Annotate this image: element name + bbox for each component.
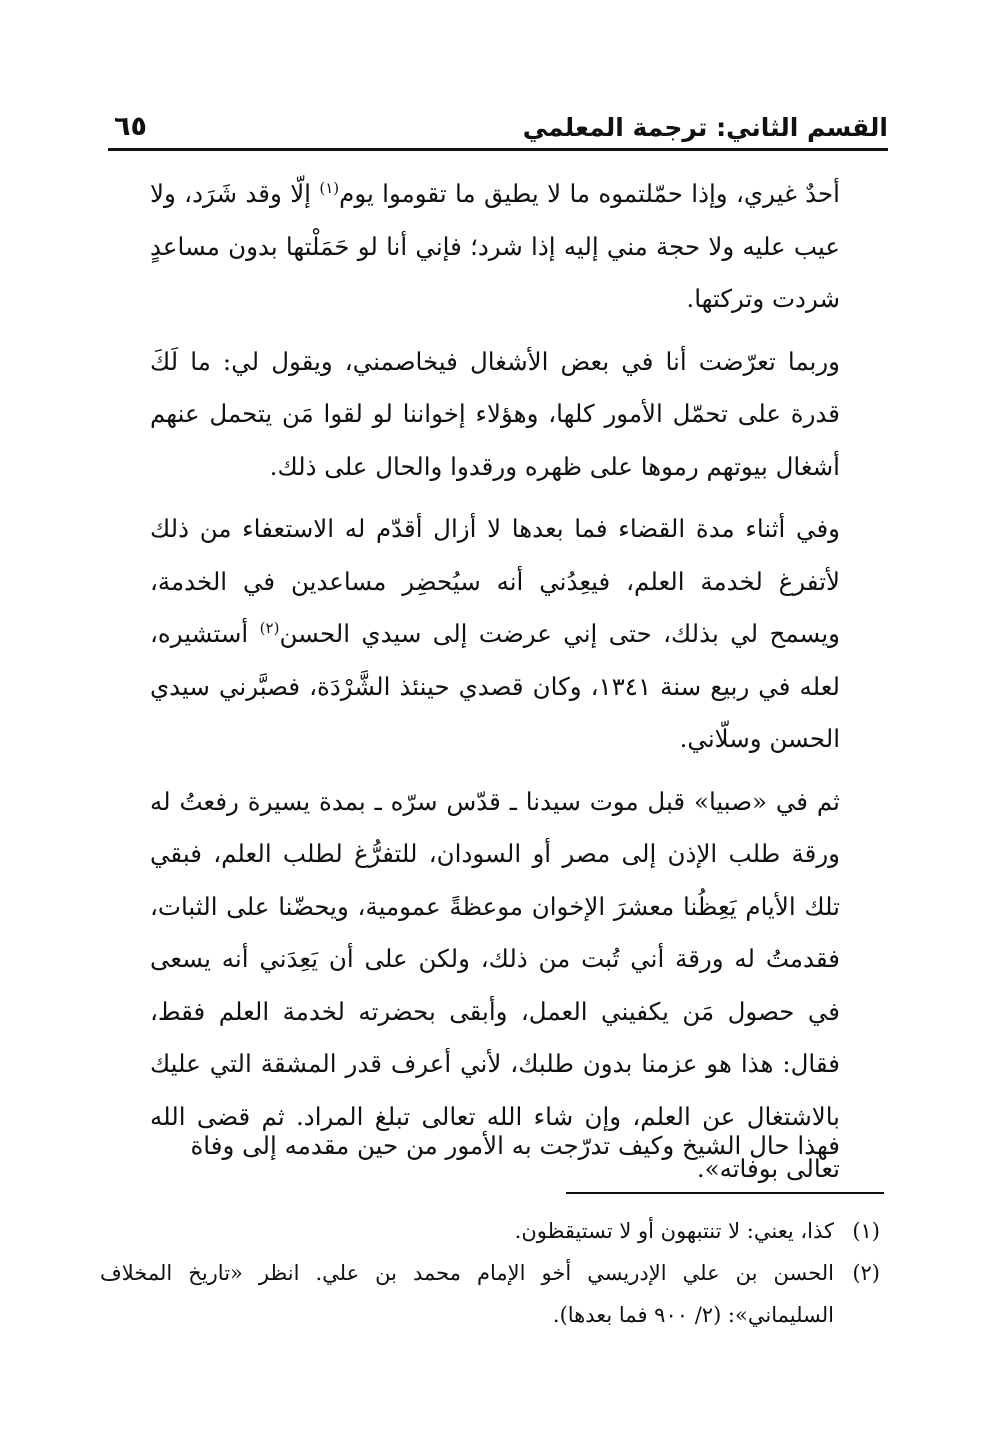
running-title: القسم الثاني: ترجمة المعلمي <box>522 113 888 142</box>
footnote-ref-1: (١) <box>319 178 340 197</box>
page-number: ٦٥ <box>114 111 147 142</box>
paragraph-3-text-a: وفي أثناء مدة القضاء فما بعدها لا أزال أقدّم له الاستعفاء من ذلك لأتفرغ لخدمة العلم، فيعِدُني أنه سيُحضِر مساعدين في الخدمة، ويسمح لي بذلك، حتى إني عرضت إلى سيدي الحسن <box>150 514 841 648</box>
paragraph-4: ثم في «صبيا» قبل موت سيدنا ـ قدّس سرّه ـ بمدة يسيرة رفعتُ له ورقة طلب الإذن إلى مصر أو السودان، للتفرُّغ لطلب العلم، فبقي تلك الأيام يَعِظُنا معشرَ الإخوان موعظةً عمومية، ويحضّنا على الثبات، فقدمتُ له ورقة أني تُبت من ذلك، ولكن على أن يَعِدَني أنه يسعى في حصول مَن يكفيني العمل، وأبقى بحضرته لخدمة العلم فقط، فقال: هذا هو عزمنا بدون طلبك، لأني أعرف قدر المشقة التي عليك بالاشتغال عن العلم، وإن شاء الله تعالى تبلغ المراد. ثم قضى الله تعالى بوفاته». <box>150 786 840 1183</box>
paragraph-1-text-a: أحدٌ غيري، وإذا حمّلتموه ما لا يطيق ما تقوموا يوم <box>339 179 840 208</box>
paragraph-2: وربما تعرّضت أنا في بعض الأشغال فيخاصمني، ويقول لي: ما لَكَ قدرة على تحمّل الأمور كلها، وهؤلاء إخواننا لو لقوا مَن يتحمل عنهم أشغال بيوتهم رموها على ظهره ورقدوا والحال على ذلك. <box>150 346 840 481</box>
footnote-1 <box>100 1210 880 1252</box>
footnote-1-number: (١) <box>852 1219 880 1243</box>
footnote-ref-2: (٢) <box>259 618 280 637</box>
footnotes <box>100 1210 880 1336</box>
paragraph-1-text-b: إلّا وقد شَرَد، ولا عيب عليه ولا حجة مني إليه إذا شرد؛ فإني أنا لو حَمَلْتها بدون مساعدٍ شردت وتركتها. <box>150 179 840 313</box>
main-text <box>150 168 840 1196</box>
footnote-2 <box>100 1252 880 1336</box>
paragraph-3 <box>150 503 840 766</box>
footnote-separator <box>566 1192 884 1194</box>
footnote-2-text: الحسن بن علي الإدريسي أخو الإمام محمد بن علي. انظر «تاريخ المخلاف السليماني»: (٢/ ٩٠٠ فما بعدها). <box>100 1261 834 1327</box>
page-header <box>108 104 888 151</box>
footnote-1-text: كذا، يعني: لا تنتبهون أو لا تستيقظون. <box>514 1219 834 1243</box>
footnote-2-number: (٢) <box>852 1261 880 1285</box>
paragraph-3-text-b: أستشيره، لعله في ربيع سنة ١٣٤١، وكان قصدي حينئذ الشَّرْدَة، فصبَّرني سيدي الحسن وسلّاني. <box>150 619 840 753</box>
paragraph-5: فهذا حال الشيخ وكيف تدرّجت به الأمور من حين مقدمه إلى وفاة <box>190 1131 840 1160</box>
paragraph-1 <box>150 168 840 326</box>
